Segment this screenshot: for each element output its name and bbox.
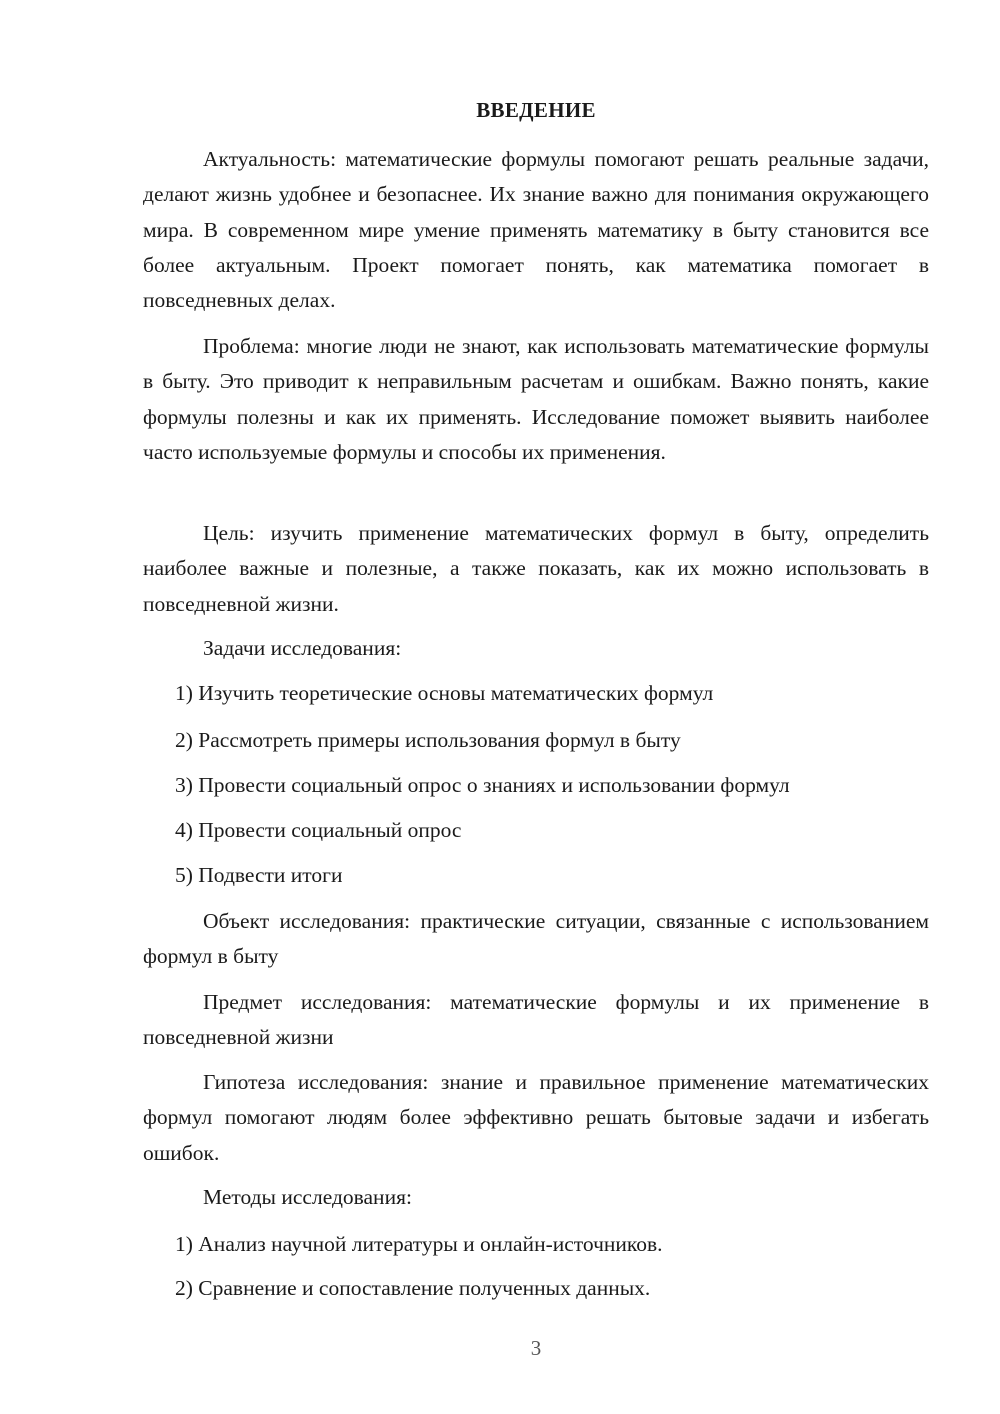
subject-paragraph: Предмет исследования: математические формулы и их применение в повседневной жизни — [143, 990, 929, 1050]
task-item-3: 3) Провести социальный опрос о знаниях и использовании формул — [175, 773, 790, 797]
page-title: ВВЕДЕНИЕ — [476, 98, 596, 122]
task-item-4: 4) Провести социальный опрос — [175, 818, 462, 842]
problem-paragraph: Проблема: многие люди не знают, как использовать математические формулы в быту. Это приводит к неправильным расчетам и ошибкам. Важно понять, какие формулы полезны и как их применять. Исследование поможет выявить наиболее часто используемые формулы и способы их применения. — [143, 334, 929, 464]
page-number: 3 — [530, 1336, 542, 1360]
object-paragraph: Объект исследования: практические ситуации, связанные с использованием формул в быту — [143, 909, 929, 969]
task-item-2: 2) Рассмотреть примеры использования формул в быту — [175, 728, 681, 752]
method-item-2: 2) Сравнение и сопоставление полученных данных. — [175, 1276, 651, 1300]
hypothesis-paragraph: Гипотеза исследования: знание и правильное применение математических формул помогают людям более эффективно решать бытовые задачи и избегать ошибок. — [143, 1070, 929, 1165]
task-item-5: 5) Подвести итоги — [175, 863, 343, 887]
task-item-1: 1) Изучить теоретические основы математических формул — [175, 681, 714, 705]
method-item-1: 1) Анализ научной литературы и онлайн-источников. — [175, 1232, 663, 1256]
relevance-paragraph: Актуальность: математические формулы помогают решать реальные задачи, делают жизнь удобнее и безопаснее. Их знание важно для понимания окружающего мира. В современном мире умение применять математику в быту становится все более актуальным. Проект помогает понять, как математика помогает в повседневных делах. — [143, 147, 929, 313]
methods-label: Методы исследования: — [203, 1185, 412, 1209]
goal-paragraph: Цель: изучить применение математических формул в быту, определить наиболее важные и полезные, а также показать, как их можно использовать в повседневной жизни. — [143, 521, 929, 616]
tasks-label: Задачи исследования: — [203, 636, 402, 660]
